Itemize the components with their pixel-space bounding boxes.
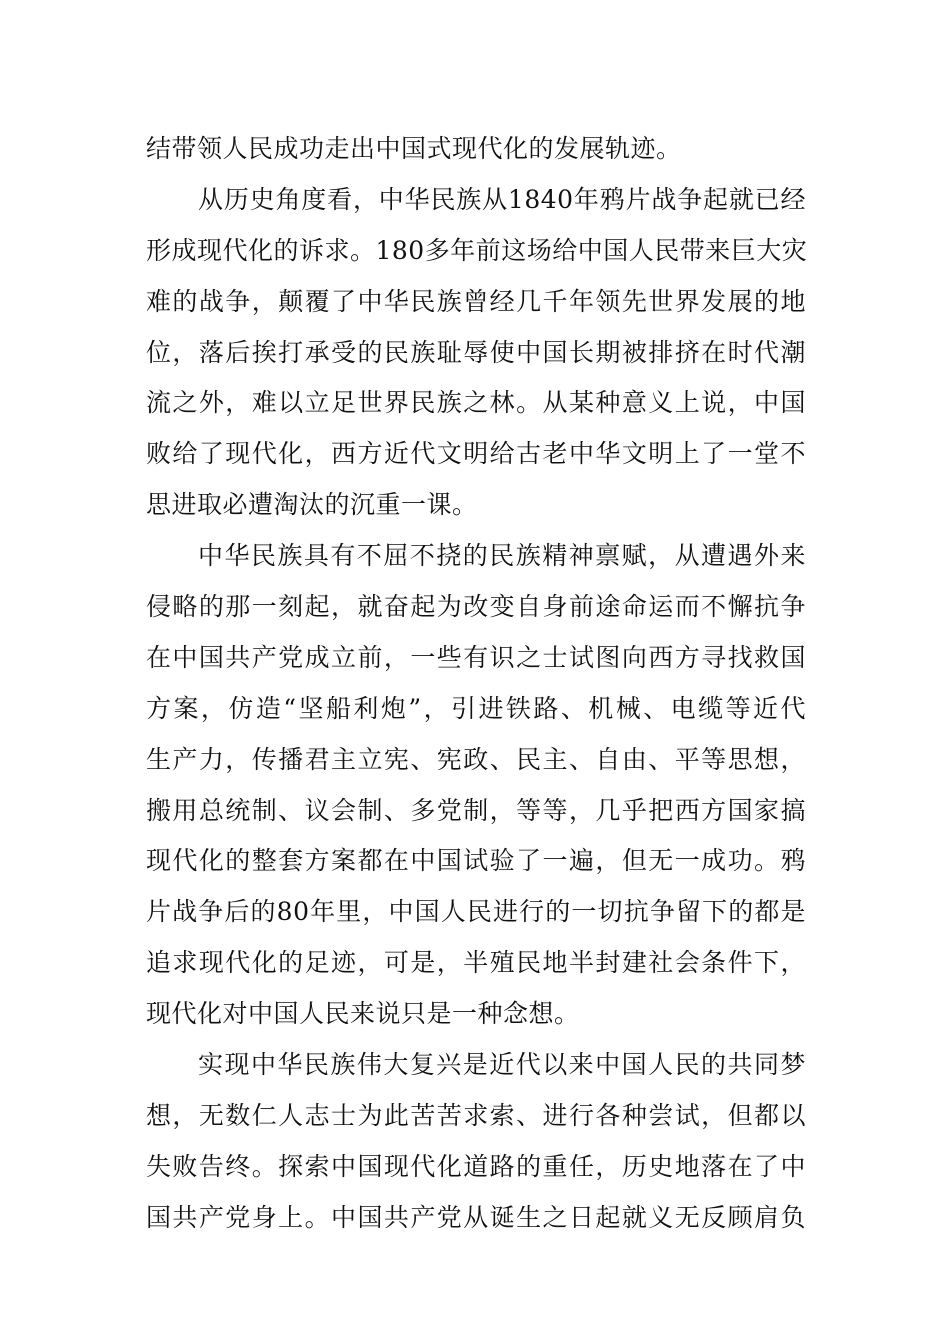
text-line: 国共产党身上。中国共产党从诞生之日起就义无反顾肩负: [146, 1202, 806, 1232]
text-line: 结带领人民成功走出中国式现代化的发展轨迹。: [146, 134, 682, 163]
text-line: 败给了现代化，西方近代文明给古老中华文明上了一堂不: [146, 439, 806, 469]
text-line: 方案，仿造“坚船利炮”，引进铁路、机械、电缆等近代: [146, 693, 806, 723]
text-line: 位，落后挨打承受的民族耻辱使中国长期被排挤在时代潮: [146, 337, 806, 367]
text-line: 在中国共产党成立前，一些有识之士试图向西方寻找救国: [146, 642, 806, 672]
text-line: 现代化的整套方案都在中国试验了一遍，但无一成功。鸦: [146, 846, 806, 876]
text-line: 想，无数仁人志士为此苦苦求索、进行各种尝试，但都以: [146, 1100, 806, 1130]
text-line: 中华民族具有不屈不挠的民族精神禀赋，从遭遇外来: [198, 541, 806, 571]
text-line: 难的战争，颠覆了中华民族曾经几千年领先世界发展的地: [146, 286, 806, 316]
text-line: 失败告终。探索中国现代化道路的重任，历史地落在了中: [146, 1151, 806, 1181]
text-line: 实现中华民族伟大复兴是近代以来中国人民的共同梦: [198, 1050, 806, 1080]
text-line: 搬用总统制、议会制、多党制，等等，几乎把西方国家搞: [146, 795, 806, 825]
text-line: 从历史角度看，中华民族从1840年鸦片战争起就已经: [198, 184, 806, 214]
text-line: 思进取必遭淘汰的沉重一课。: [146, 490, 478, 520]
text-line: 追求现代化的足迹，可是，半殖民地半封建社会条件下，: [146, 948, 806, 978]
document-body: [146, 124, 806, 1244]
text-line: 侵略的那一刻起，就奋起为改变自身前途命运而不懈抗争: [146, 592, 806, 622]
text-line: 现代化对中国人民来说只是一种念想。: [146, 999, 580, 1029]
text-line: 片战争后的80年里，中国人民进行的一切抗争留下的都是: [146, 897, 806, 927]
text-line: 生产力，传播君主立宪、宪政、民主、自由、平等思想，: [146, 744, 806, 774]
text-line: 形成现代化的诉求。180多年前这场给中国人民带来巨大灾: [146, 235, 808, 265]
text-line: 流之外，难以立足世界民族之林。从某种意义上说，中国: [146, 388, 806, 418]
